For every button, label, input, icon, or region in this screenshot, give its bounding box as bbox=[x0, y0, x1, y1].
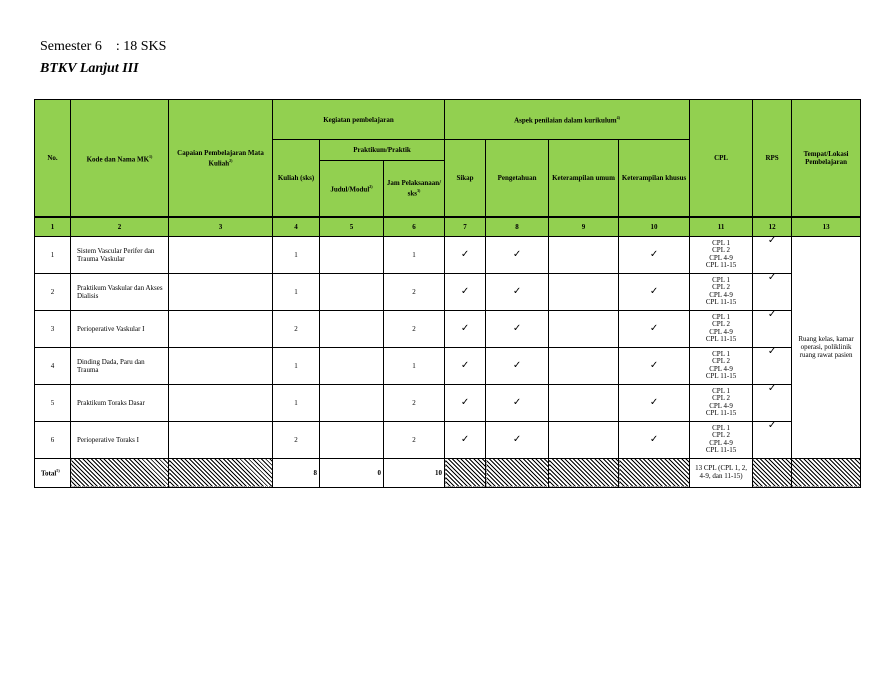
total-label: Total$^{5)}$ bbox=[35, 458, 71, 487]
row-jam: 1 bbox=[384, 347, 445, 384]
row-jam: 1 bbox=[384, 236, 445, 273]
course-name: Praktikum Vaskular dan Akses Dialisis bbox=[71, 273, 169, 310]
cpl-item: CPL 1 bbox=[712, 386, 730, 395]
row-no: 3 bbox=[35, 310, 71, 347]
row-cpl bbox=[690, 273, 753, 310]
ket-khusus-check: ✓ bbox=[619, 347, 690, 384]
pengetahuan-check: ✓ bbox=[486, 273, 549, 310]
pengetahuan-check: ✓ bbox=[486, 236, 549, 273]
row-cpl bbox=[690, 347, 753, 384]
column-number: 10 bbox=[619, 217, 690, 237]
cpl-item: CPL 2 bbox=[712, 283, 730, 291]
row-cpl bbox=[690, 384, 753, 421]
row-judul bbox=[320, 347, 384, 384]
row-capaian bbox=[169, 421, 273, 458]
cpl-item: CPL 2 bbox=[712, 320, 730, 328]
header-sikap: Sikap bbox=[445, 140, 486, 217]
curriculum-table bbox=[34, 99, 861, 488]
pengetahuan-check: ✓ bbox=[486, 384, 549, 421]
rps-check: ✓ bbox=[753, 310, 792, 347]
column-number: 1 bbox=[35, 217, 71, 237]
semester-sks: : 18 SKS bbox=[115, 39, 167, 54]
header-cpl: CPL bbox=[690, 100, 753, 217]
row-judul bbox=[320, 421, 384, 458]
row-kuliah: 1 bbox=[273, 347, 320, 384]
course-name: Sistem Vascular Perifer dan Trauma Vaskular bbox=[71, 236, 169, 273]
cpl-item: CPL 2 bbox=[712, 431, 730, 439]
row-judul bbox=[320, 384, 384, 421]
column-number-row bbox=[35, 217, 861, 237]
sikap-check: ✓ bbox=[445, 310, 486, 347]
row-kuliah: 2 bbox=[273, 421, 320, 458]
table-row bbox=[35, 310, 861, 347]
header-pengetahuan: Pengetahuan bbox=[486, 140, 549, 217]
cpl-item: CPL 1 bbox=[712, 275, 730, 284]
rps-check: ✓ bbox=[753, 384, 792, 421]
row-cpl bbox=[690, 236, 753, 273]
row-jam: 2 bbox=[384, 310, 445, 347]
cpl-item: CPL 4-9 bbox=[709, 364, 733, 373]
total-kuliah: 8 bbox=[273, 458, 320, 487]
hatched-cell bbox=[549, 458, 619, 487]
header-praktikum: Praktikum/Praktik bbox=[320, 140, 445, 161]
ket-khusus-check: ✓ bbox=[619, 236, 690, 273]
sikap-check: ✓ bbox=[445, 421, 486, 458]
row-jam: 2 bbox=[384, 421, 445, 458]
cpl-item: CPL 11-15 bbox=[705, 261, 737, 269]
course-name: Perioperative Toraks I bbox=[71, 421, 169, 458]
row-judul bbox=[320, 273, 384, 310]
row-capaian bbox=[169, 273, 273, 310]
hatched-cell bbox=[753, 458, 792, 487]
rps-check: ✓ bbox=[753, 421, 792, 458]
sikap-check: ✓ bbox=[445, 384, 486, 421]
row-judul bbox=[320, 310, 384, 347]
column-number: 8 bbox=[486, 217, 549, 237]
row-kuliah: 1 bbox=[273, 384, 320, 421]
column-number: 13 bbox=[792, 217, 861, 237]
row-capaian bbox=[169, 236, 273, 273]
rps-check: ✓ bbox=[753, 236, 792, 273]
header-ket-umum: Keterampilan umum bbox=[549, 140, 619, 217]
header-rps: RPS bbox=[753, 100, 792, 217]
rps-check: ✓ bbox=[753, 273, 792, 310]
header-aspek: Aspek penilaian dalam kurikulum$^{4)}$ bbox=[445, 100, 690, 140]
hatched-cell bbox=[792, 458, 861, 487]
cpl-item: CPL 1 bbox=[712, 349, 730, 358]
hatched-cell bbox=[445, 458, 486, 487]
tempat-lokasi: Ruang kelas, kamar operasi, poliklinik ruang rawat pasien bbox=[792, 236, 861, 458]
rps-check: ✓ bbox=[753, 347, 792, 384]
program-title: BTKV Lanjut III bbox=[40, 61, 139, 76]
header-kode: Kode dan Nama MK$^{1)}$ bbox=[71, 100, 169, 217]
pengetahuan-check: ✓ bbox=[486, 421, 549, 458]
column-number: 9 bbox=[549, 217, 619, 237]
row-jam: 2 bbox=[384, 273, 445, 310]
total-jam: 10 bbox=[384, 458, 445, 487]
ket-umum-check bbox=[549, 273, 619, 310]
total-cpl: 13 CPL (CPL 1, 2, 4-9, dan 11-15) bbox=[690, 458, 753, 487]
cpl-item: CPL 4-9 bbox=[709, 327, 733, 336]
header-kegiatan: Kegiatan pembelajaran bbox=[273, 100, 445, 140]
ket-umum-check bbox=[549, 347, 619, 384]
total-row bbox=[35, 458, 861, 487]
ket-umum-check bbox=[549, 236, 619, 273]
header-kuliah: Kuliah (sks) bbox=[273, 140, 320, 217]
ket-khusus-check: ✓ bbox=[619, 310, 690, 347]
course-name: Dinding Dada, Paru dan Trauma bbox=[71, 347, 169, 384]
column-number: 6 bbox=[384, 217, 445, 237]
header-jam: Jam Pelaksanaan/ sks$^{3)}$ bbox=[384, 161, 445, 217]
ket-umum-check bbox=[549, 384, 619, 421]
table-row bbox=[35, 273, 861, 310]
hatched-cell bbox=[619, 458, 690, 487]
row-no: 4 bbox=[35, 347, 71, 384]
row-no: 2 bbox=[35, 273, 71, 310]
row-jam: 2 bbox=[384, 384, 445, 421]
column-number: 3 bbox=[169, 217, 273, 237]
cpl-item: CPL 11-15 bbox=[705, 372, 737, 380]
hatched-cell bbox=[486, 458, 549, 487]
ket-khusus-check: ✓ bbox=[619, 384, 690, 421]
cpl-item: CPL 11-15 bbox=[705, 335, 737, 343]
row-capaian bbox=[169, 384, 273, 421]
cpl-item: CPL 4-9 bbox=[709, 253, 733, 262]
row-cpl bbox=[690, 421, 753, 458]
row-no: 5 bbox=[35, 384, 71, 421]
course-name: Praktikum Toraks Dasar bbox=[71, 384, 169, 421]
row-judul bbox=[320, 236, 384, 273]
header-tempat: Tempat/Lokasi Pembelajaran bbox=[792, 100, 861, 217]
ket-umum-check bbox=[549, 310, 619, 347]
cpl-item: CPL 4-9 bbox=[709, 401, 733, 410]
table-row bbox=[35, 421, 861, 458]
cpl-item: CPL 2 bbox=[712, 246, 730, 254]
column-number: 12 bbox=[753, 217, 792, 237]
sikap-check: ✓ bbox=[445, 236, 486, 273]
row-capaian bbox=[169, 347, 273, 384]
ket-khusus-check: ✓ bbox=[619, 421, 690, 458]
cpl-item: CPL 11-15 bbox=[705, 446, 737, 454]
hatched-cell bbox=[169, 458, 273, 487]
course-name: Perioperative Vaskular I bbox=[71, 310, 169, 347]
row-kuliah: 1 bbox=[273, 236, 320, 273]
cpl-item: CPL 11-15 bbox=[705, 298, 737, 306]
semester-label: Semester 6 bbox=[40, 39, 102, 54]
column-number: 11 bbox=[690, 217, 753, 237]
sikap-check: ✓ bbox=[445, 273, 486, 310]
cpl-item: CPL 11-15 bbox=[705, 409, 737, 417]
pengetahuan-check: ✓ bbox=[486, 347, 549, 384]
header-ket-khusus: Keterampilan khusus bbox=[619, 140, 690, 217]
row-no: 6 bbox=[35, 421, 71, 458]
ket-umum-check bbox=[549, 421, 619, 458]
header-judul: Judul/Modul$^{2)}$ bbox=[320, 161, 384, 217]
row-cpl bbox=[690, 310, 753, 347]
table-row bbox=[35, 347, 861, 384]
cpl-item: CPL 1 bbox=[712, 312, 730, 321]
total-judul: 0 bbox=[320, 458, 384, 487]
hatched-cell bbox=[71, 458, 169, 487]
table-row bbox=[35, 384, 861, 421]
header-no: No. bbox=[35, 100, 71, 217]
header-capaian: Capaian Pembelajaran Mata Kuliah$^{2)}$ bbox=[169, 100, 273, 217]
pengetahuan-check: ✓ bbox=[486, 310, 549, 347]
cpl-item: CPL 4-9 bbox=[709, 290, 733, 299]
column-number: 2 bbox=[71, 217, 169, 237]
column-number: 5 bbox=[320, 217, 384, 237]
ket-khusus-check: ✓ bbox=[619, 273, 690, 310]
cpl-item: CPL 1 bbox=[712, 238, 730, 247]
sikap-check: ✓ bbox=[445, 347, 486, 384]
row-kuliah: 2 bbox=[273, 310, 320, 347]
cpl-item: CPL 1 bbox=[712, 423, 730, 432]
table-row bbox=[35, 236, 861, 273]
column-number: 7 bbox=[445, 217, 486, 237]
column-number: 4 bbox=[273, 217, 320, 237]
cpl-item: CPL 2 bbox=[712, 357, 730, 365]
row-capaian bbox=[169, 310, 273, 347]
semester-heading bbox=[40, 38, 166, 56]
cpl-item: CPL 4-9 bbox=[709, 438, 733, 447]
cpl-item: CPL 2 bbox=[712, 394, 730, 402]
row-no: 1 bbox=[35, 236, 71, 273]
row-kuliah: 1 bbox=[273, 273, 320, 310]
